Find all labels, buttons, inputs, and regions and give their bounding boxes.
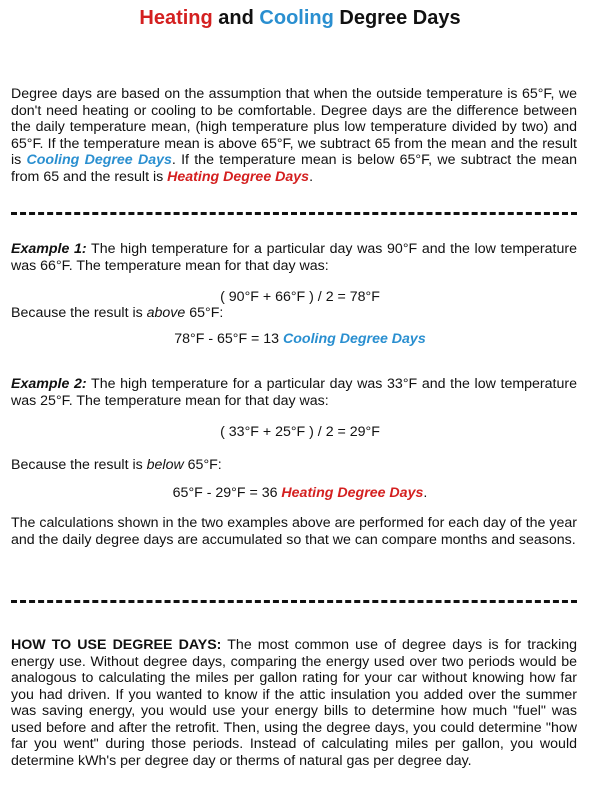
example-1-equation: ( 90°F + 66°F ) / 2 = 78°F: [220, 289, 380, 305]
example-2-result-pre: 65°F - 29°F = 36: [172, 485, 282, 501]
how-to-paragraph: [11, 637, 577, 769]
page-title: [0, 7, 600, 30]
intro-text: Degree days are based on the assumption that when the outside temperature is 65°F, we don't need heating or cooling to be comfortable. Degree days are the difference between the daily temperature mean, (high temperature plus low temperature divided by two) and 65°F. If the temperature mean is above 65°F, we subtract 65 from the mean and the result is: [11, 86, 577, 168]
title-rest: Degree Days: [333, 7, 461, 29]
example-2-equation: ( 33°F + 25°F ) / 2 = 29°F: [220, 424, 380, 440]
example-1-because: [11, 305, 577, 322]
example-1-label: Example 1:: [11, 241, 87, 257]
example-1-text: The high temperature for a particular day was 90°F and the low temperature was 66°F. The temperature mean for that day was:: [11, 241, 577, 274]
example-2-because: [11, 457, 577, 474]
example-2-because-post: 65°F:: [183, 457, 222, 473]
example-2-text: The high temperature for a particular day was 33°F and the low temperature was 25°F. The temperature mean for that day was:: [11, 376, 577, 409]
example-1-because-pre: Because the result is: [11, 305, 147, 321]
intro-cooling-term: Cooling Degree Days: [26, 152, 172, 168]
example-2-paragraph: [11, 376, 577, 409]
title-heating-word: Heating: [139, 7, 213, 29]
example-1-result: [0, 331, 600, 348]
example-2-because-pre: Because the result is: [11, 457, 147, 473]
title-cooling-word: Cooling: [259, 7, 334, 29]
example-2-result-end: .: [423, 485, 428, 501]
example-1-because-em: above: [146, 305, 186, 321]
section-divider-2: [11, 600, 577, 603]
intro-middle: . If the temperature mean is below 65°F, we subtract the mean from 65 and the result is: [11, 152, 577, 185]
example-1-result-pre: 78°F - 65°F = 13: [174, 331, 284, 347]
example-2-label: Example 2:: [11, 376, 87, 392]
example-2-result-term: Heating Degree Days: [281, 485, 424, 501]
example-1-because-post: 65°F:: [185, 305, 224, 321]
how-to-text: The most common use of degree days is for tracking energy use. Without degree days, comparing the energy used over two periods would be analogous to calculating the miles per gallon rating for your car without knowing how far you had driven. If you wanted to know if the attic insulation you added over the summer was saving energy, you would use your energy bills to determine how much "fuel" was used before and after the retrofit. Then, using the degree days, you could determine "how far you went" during those periods. Instead of calculating miles per gallon, you would determine kWh's per degree day or therms of natural gas per degree day.: [11, 637, 578, 769]
section-divider: [11, 212, 577, 215]
example-2-result: [0, 485, 600, 502]
intro-heating-term: Heating Degree Days: [167, 168, 310, 185]
title-and-word: and: [212, 7, 260, 29]
intro-end: .: [309, 168, 314, 185]
example-1-result-term: Cooling Degree Days: [283, 331, 426, 347]
how-to-heading: HOW TO USE DEGREE DAYS:: [11, 637, 222, 653]
example-2-because-em: below: [146, 457, 184, 473]
calculation-note: The calculations shown in the two examples above are performed for each day of the year and the daily degree days are accumulated so that we can compare months and seasons.: [11, 515, 577, 548]
intro-paragraph: [11, 86, 577, 185]
example-1-paragraph: [11, 241, 577, 274]
